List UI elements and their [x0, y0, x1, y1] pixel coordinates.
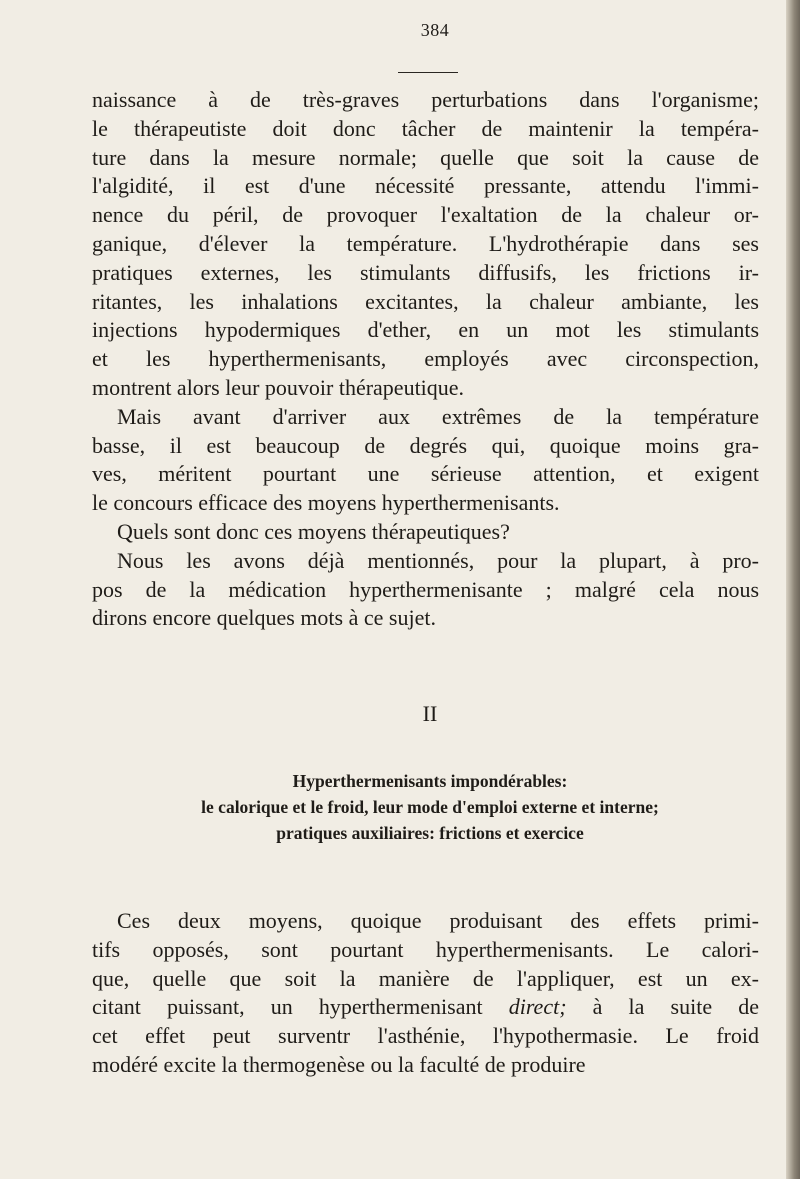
text-line-with-italic	[92, 993, 759, 1022]
binding-edge	[786, 0, 800, 1179]
text-line: ves, méritent pourtant une sérieuse attention, et exigent	[92, 461, 759, 487]
text-line: ture dans la mesure normale; quelle que soit la cause de	[92, 144, 759, 170]
text-line: pos de la médication hyperthermenisante ; malgré cela nous	[92, 576, 759, 602]
text-run: citant puissant, un hyperthermenisant	[92, 994, 509, 1020]
section-numeral: II	[422, 701, 438, 726]
text-line: basse, il est beaucoup de degrés qui, quoique moins gra-	[92, 432, 759, 458]
text-line: ganique, d'élever la température. L'hydrothérapie dans ses	[92, 230, 759, 256]
text-line: le concours efficace des moyens hyperthermenisants.	[92, 490, 560, 516]
page-number-rule	[398, 72, 458, 73]
text-line: Quels sont donc ces moyens thérapeutiques?	[117, 518, 510, 544]
body-text-top	[92, 86, 759, 633]
text-line: que, quelle que soit la manière de l'appliquer, est un ex-	[92, 965, 759, 991]
text-line: Ces deux moyens, quoique produisant des effets primi-	[117, 908, 759, 933]
heading-line: le calorique et le froid, leur mode d'emploi externe et interne;	[201, 797, 659, 817]
text-line: Nous les avons déjà mentionnés, pour la plupart, à pro-	[117, 547, 759, 573]
text-line: dirons encore quelques mots à ce sujet.	[92, 605, 436, 631]
text-line: montrent alors leur pouvoir thérapeutique.	[92, 374, 465, 400]
text-line: modéré excite la thermogenèse ou la faculté de produire	[92, 1051, 586, 1077]
text-line: et les hyperthermenisants, employés avec circonspection,	[92, 346, 759, 372]
heading-line: Hyperthermenisants impondérables:	[292, 771, 568, 791]
text-line: naissance à de très-graves perturbations dans l'organisme;	[92, 87, 759, 112]
text-run: à la suite de	[566, 994, 759, 1020]
text-line: injections hypodermiques d'ether, en un mot les stimulants	[92, 317, 759, 343]
text-line: le thérapeutiste doit donc tâcher de maintenir la tempéra-	[92, 115, 759, 141]
body-text-bottom	[92, 907, 759, 1080]
text-line: pratiques externes, les stimulants diffusifs, les frictions ir-	[92, 259, 759, 285]
heading-line: pratiques auxiliaires: frictions et exercice	[276, 823, 584, 843]
italic-word: direct;	[508, 994, 567, 1020]
text-line: nence du péril, de provoquer l'exaltation de la chaleur or-	[92, 202, 759, 228]
page-number: 384	[420, 20, 450, 40]
section-heading	[0, 768, 800, 846]
text-line: cet effet peut surventr l'asthénie, l'hypothermasie. Le froid	[92, 1023, 759, 1049]
text-line: ritantes, les inhalations excitantes, la chaleur ambiante, les	[92, 288, 759, 314]
text-line: Mais avant d'arriver aux extrêmes de la température	[117, 403, 759, 429]
text-line: l'algidité, il est d'une nécessité pressante, attendu l'immi-	[92, 173, 759, 199]
text-line: tifs opposés, sont pourtant hyperthermenisants. Le calori-	[92, 936, 759, 962]
